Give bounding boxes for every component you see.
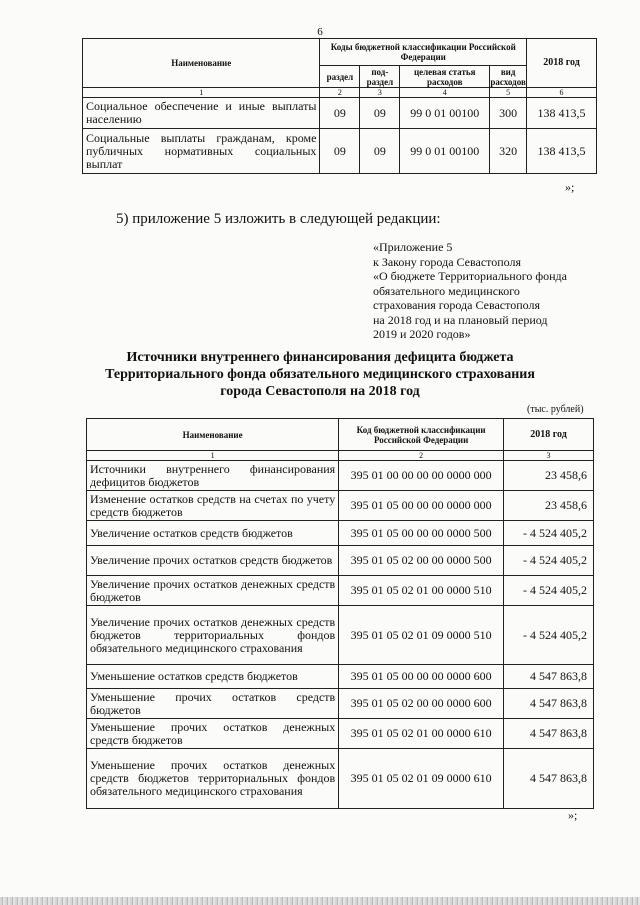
closing-quote: »; bbox=[565, 180, 575, 194]
row-name: Увеличение прочих остатков денежных средств бюджетов территориальных фондов обязательного медицинского страхования bbox=[87, 606, 339, 665]
row-name: Социальное обеспечение и иные выплаты населению bbox=[83, 98, 320, 129]
index-cell: 2 bbox=[339, 451, 504, 461]
document-title bbox=[0, 349, 640, 400]
header-codes-group: Коды бюджетной классификации Российской Федерации bbox=[320, 39, 527, 66]
row-name: Уменьшение прочих остатков денежных средств бюджетов bbox=[87, 719, 339, 749]
row-code: 395 01 05 02 00 00 0000 600 bbox=[339, 689, 504, 719]
units-label: (тыс. рублей) bbox=[527, 404, 584, 415]
row-name: Социальные выплаты гражданам, кроме публичных нормативных социальных выплат bbox=[83, 129, 320, 174]
annex-line: «Приложение 5 bbox=[373, 240, 453, 254]
row-name: Уменьшение остатков средств бюджетов bbox=[87, 665, 339, 689]
row-name: Источники внутреннего финансирования дефицитов бюджетов bbox=[87, 461, 339, 491]
row-code: 395 01 05 02 01 09 0000 510 bbox=[339, 606, 504, 665]
row-code: 395 01 05 00 00 00 0000 600 bbox=[339, 665, 504, 689]
index-row bbox=[87, 451, 594, 461]
row-amount: 138 413,5 bbox=[527, 129, 597, 174]
row-section: 09 bbox=[320, 129, 360, 174]
annex-heading bbox=[373, 240, 567, 342]
row-subsection: 09 bbox=[360, 129, 400, 174]
row-amount: - 4 524 405,2 bbox=[504, 576, 594, 606]
row-target: 99 0 01 00100 bbox=[400, 98, 490, 129]
table-row bbox=[87, 606, 594, 665]
index-cell: 2 bbox=[320, 88, 360, 98]
row-name: Увеличение остатков средств бюджетов bbox=[87, 521, 339, 546]
table-row bbox=[87, 491, 594, 521]
row-code: 395 01 05 02 01 09 0000 610 bbox=[339, 749, 504, 809]
row-target: 99 0 01 00100 bbox=[400, 129, 490, 174]
row-code: 395 01 05 00 00 00 0000 000 bbox=[339, 491, 504, 521]
row-kind: 300 bbox=[490, 98, 527, 129]
index-cell: 1 bbox=[87, 451, 339, 461]
expenses-table bbox=[82, 38, 597, 174]
sources-table bbox=[86, 418, 594, 809]
table-row bbox=[87, 461, 594, 491]
title-line: города Севастополя на 2018 год bbox=[220, 384, 420, 399]
header-kind: вид расходов bbox=[490, 66, 526, 87]
table-row bbox=[83, 129, 597, 174]
row-kind: 320 bbox=[490, 129, 527, 174]
row-amount: - 4 524 405,2 bbox=[504, 546, 594, 576]
table-row bbox=[87, 749, 594, 809]
table-row bbox=[87, 689, 594, 719]
row-amount: - 4 524 405,2 bbox=[504, 521, 594, 546]
row-name: Уменьшение прочих остатков средств бюджетов bbox=[87, 689, 339, 719]
header-section: раздел bbox=[320, 66, 360, 88]
row-name: Увеличение прочих остатков средств бюджетов bbox=[87, 546, 339, 576]
row-amount: 23 458,6 bbox=[504, 461, 594, 491]
header-subsection: под-раздел bbox=[360, 66, 400, 88]
header-year: 2018 год bbox=[527, 39, 597, 88]
row-amount: 4 547 863,8 bbox=[504, 719, 594, 749]
row-amount: 4 547 863,8 bbox=[504, 749, 594, 809]
index-cell: 3 bbox=[504, 451, 594, 461]
index-cell: 6 bbox=[527, 88, 597, 98]
header-target: целевая статья расходов bbox=[400, 66, 490, 88]
row-section: 09 bbox=[320, 98, 360, 129]
annex-line: страхования города Севастополя bbox=[373, 298, 540, 312]
row-amount: 4 547 863,8 bbox=[504, 665, 594, 689]
row-amount: 4 547 863,8 bbox=[504, 689, 594, 719]
table-row bbox=[87, 546, 594, 576]
index-row bbox=[83, 88, 597, 98]
row-code: 395 01 05 00 00 00 0000 500 bbox=[339, 521, 504, 546]
table-row bbox=[83, 98, 597, 129]
table-row bbox=[87, 665, 594, 689]
scan-edge-artifact bbox=[0, 897, 640, 905]
row-amount: 23 458,6 bbox=[504, 491, 594, 521]
row-subsection: 09 bbox=[360, 98, 400, 129]
row-name: Уменьшение прочих остатков денежных средств бюджетов территориальных фондов обязательного медицинского страхования bbox=[87, 749, 339, 809]
annex-line: к Закону города Севастополя bbox=[373, 254, 522, 269]
row-code: 395 01 05 02 01 00 0000 610 bbox=[339, 719, 504, 749]
header-code: Код бюджетной классификации Российской Федерации bbox=[339, 419, 504, 451]
index-cell: 5 bbox=[490, 88, 527, 98]
row-code: 395 01 00 00 00 00 0000 000 bbox=[339, 461, 504, 491]
annex-line: 2019 и 2020 годов» bbox=[373, 327, 471, 341]
index-cell: 1 bbox=[83, 88, 320, 98]
index-cell: 4 bbox=[400, 88, 490, 98]
title-line: Источники внутреннего финансирования дефицита бюджета bbox=[126, 350, 514, 365]
annex-line: на 2018 год и на плановый период bbox=[373, 312, 548, 327]
index-cell: 3 bbox=[360, 88, 400, 98]
row-code: 395 01 05 02 01 00 0000 510 bbox=[339, 576, 504, 606]
row-code: 395 01 05 02 00 00 0000 500 bbox=[339, 546, 504, 576]
header-name: Наименование bbox=[87, 419, 339, 451]
table-row bbox=[87, 576, 594, 606]
row-amount: 138 413,5 bbox=[527, 98, 597, 129]
row-name: Увеличение прочих остатков денежных средств бюджетов bbox=[87, 576, 339, 606]
header-name: Наименование bbox=[83, 39, 320, 88]
row-amount: - 4 524 405,2 bbox=[504, 606, 594, 665]
table-row bbox=[87, 521, 594, 546]
table-row bbox=[87, 719, 594, 749]
page-number: 6 bbox=[317, 26, 323, 38]
row-name: Изменение остатков средств на счетах по учету средств бюджетов bbox=[87, 491, 339, 521]
annex-line: «О бюджете Территориального фонда bbox=[373, 269, 567, 283]
amendment-text: 5) приложение 5 изложить в следующей редакции: bbox=[116, 211, 441, 227]
closing-quote: »; bbox=[568, 808, 578, 822]
title-line: Территориального фонда обязательного медицинского страхования bbox=[105, 367, 535, 382]
header-year: 2018 год bbox=[504, 419, 594, 451]
annex-line: обязательного медицинского bbox=[373, 283, 520, 298]
